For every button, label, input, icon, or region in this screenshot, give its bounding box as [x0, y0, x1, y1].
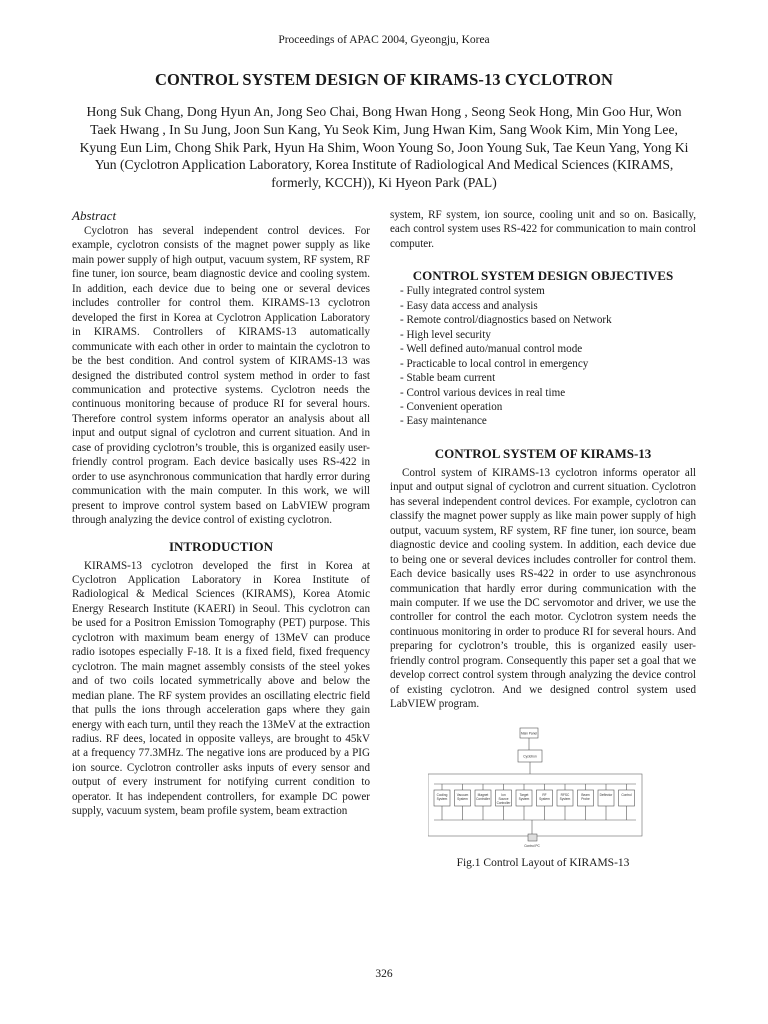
paper-title: CONTROL SYSTEM DESIGN OF KIRAMS-13 CYCLOTRON: [154, 70, 614, 89]
device-box-label: System: [518, 796, 530, 801]
device-box-label: Vacuum: [456, 792, 469, 797]
list-item: - Convenient operation: [400, 400, 503, 413]
device-box-label: RF: [542, 792, 547, 797]
device-box-label: Control: [621, 792, 632, 797]
main-panel-label: Main Panel: [521, 731, 537, 736]
objectives-list: [390, 284, 696, 429]
control-layout-figure: [428, 724, 664, 850]
device-box-label: System: [559, 796, 571, 801]
device-box-label: RFSC: [560, 792, 570, 797]
list-item: - Well defined auto/manual control mode: [400, 343, 583, 356]
page-number: 326: [375, 968, 393, 980]
abstract-heading: Abstract: [72, 208, 117, 223]
device-boxes: [434, 784, 635, 820]
figure-caption: Fig.1 Control Layout of KIRAMS-13: [456, 856, 630, 869]
control-pc-icon: [528, 834, 537, 841]
device-box-label: Controller: [496, 800, 511, 805]
left-column: [72, 208, 370, 819]
device-box-label: System: [457, 796, 468, 801]
device-box-label: Deflector: [599, 792, 613, 797]
device-box-label: System: [539, 796, 550, 801]
device-box-label: Ion: [501, 792, 506, 797]
list-item: - Practicable to local control in emergency: [400, 357, 589, 370]
device-box-label: Probe: [581, 796, 590, 801]
device-box-label: Magnet: [477, 792, 489, 797]
author-list: Hong Suk Chang, Dong Hyun An, Jong Seo Chai, Bong Hwan Hong , Seong Seok Hong, Min Goo Hur, Won Taek Hwang , In Su Jung, Joon Sun Kang, Yu Seok Kim, Jung Hwan Kim, Sang Wook Kim, Min Yong Lee, Kyung Eun Lim, Chong Shik Park, Hyun Ha Shim, Woon Young So, Joon Young Suk, Tae Keun Yang, Yong Ki Yun (Cyclotron Application Laboratory, Korea Institute of Radiological And Medical Sciences (KIRAMS, formerly, KCCH)), Ki Hyeon Park (PAL): [79, 104, 689, 191]
control-layout-diagram: [428, 724, 664, 850]
list-item: - Easy maintenance: [400, 415, 487, 428]
control-system-text: Control system of KIRAMS-13 cyclotron informs operator all input and output signal of cyclotron and current situation. Cyclotron has several independent control devices. For example, cyclotron can classify the magnet power supply as like main power supply of high output, vacuum system, RF system, RF fine tuner, ion source, beam diagnostic device and cooling system. In addition, each device due to being one or several devices includes controller for control them. Each device basically uses RS-422 in order to use asynchronous communication that hardly error during communication with the main computer. If we use the DC servomotor and driver, we use the controller for control the each motor. Cyclotron system needs the continuous monitoring in order to produce RI for several hours. And preparing for cyclotron’s trouble, this is organized easily user-friendly control program. Consequently this paper set a goal that we develop correct control system through analyzing the device control of existing cyclotron. And we designed control system used LabVIEW program.: [390, 466, 696, 711]
list-item: - Remote control/diagnostics based on Network: [400, 314, 612, 327]
cyclotron-label: Cyclotron: [523, 754, 537, 759]
list-item: - Fully integrated control system: [400, 285, 545, 298]
proceedings-header: Proceedings of APAC 2004, Gyeongju, Korea: [278, 34, 490, 46]
introduction-text: KIRAMS-13 cyclotron developed the first in Korea at Cyclotron Application Laboratory in Korea Institute of Radiological & Medical Sciences (KIRAMS), Korea Atomic Energy Research Institute (KAERI) in Seoul. This cyclotron can be used for a Positron Emission Tomography (PET) purpose. This cyclotron with maximum beam energy of 13MeV can produce radio isotopes especially F-18. It is a fixed field, fixed frequency cyclotron. The main magnet assembly consists of the steel yokes and of two coils located symmetrically above and below the median plane. The RF system provides an oscillating electric field that pulls the ions through acceleration gaps where they gain energy with each turn, until they reach the 13MeV at the extraction radius. RF dees, located in opposite valleys, are brought to 45kV at a frequency 77.3MHz. The negative ions are produced by a PIG ion source. Cyclotron controller asks inputs of every sensor and output of every instrument for notifying current condition to operator. It has independent controllers, for example DC power supply, vacuum system, beam profile system, beam extraction: [72, 559, 370, 818]
device-box-label: Controller: [476, 796, 490, 801]
objectives-heading: CONTROL SYSTEM DESIGN OBJECTIVES: [412, 268, 674, 284]
control-system-heading: CONTROL SYSTEM OF KIRAMS-13: [434, 445, 652, 461]
introduction-continuation: system, RF system, ion source, cooling unit and so on. Basically, each control system uses RS-422 for communication to main control computer.: [390, 209, 696, 250]
device-box-label: Beam: [581, 792, 590, 797]
list-item: - Control various devices in real time: [400, 386, 566, 399]
introduction-heading: INTRODUCTION: [168, 538, 273, 554]
device-box-label: Source: [498, 796, 509, 801]
list-item: - Stable beam current: [400, 372, 496, 385]
list-item: - Easy data access and analysis: [400, 299, 538, 312]
device-box-label: Cooling: [436, 792, 448, 797]
abstract-text: Cyclotron has several independent control devices. For example, cyclotron consists of the magnet power supply as like main power supply of high output, vacuum system, RF system, RF fine tuner, ion source, beam diagnostic device and cooling system. In addition, each device due to being one or several devices includes controller for control them. KIRAMS-13 cyclotron developed the first in Korea at Cyclotron Application Laboratory in KIRAMS. Controllers of KIRAMS-13 automatically communicate with each other in order to maintain the cyclotron to be the best condition. And control system of KIRAMS-13 was designed the distributed control system method in order to fast communication and protective systems. Cyclotron needs the continuous monitoring because of produce RI for several hours. Therefore control system informs operator an analysis about all input and output signal of cyclotron and current situation. And in case of providing cyclotron’s trouble, this is organized easily user-friendly control program. Each device basically uses RS-422 in order to use asynchronous communication that hardly error during communication with the main computer. In this work, we will present to improve control system based on LabVIEW program through analyzing the device control of existing cyclotron.: [72, 225, 370, 527]
device-box-label: System: [436, 796, 448, 801]
list-item: - High level security: [400, 328, 491, 341]
right-column: [390, 208, 696, 870]
control-pc-label: Control PC: [524, 843, 540, 848]
device-box-label: Target: [519, 792, 529, 797]
